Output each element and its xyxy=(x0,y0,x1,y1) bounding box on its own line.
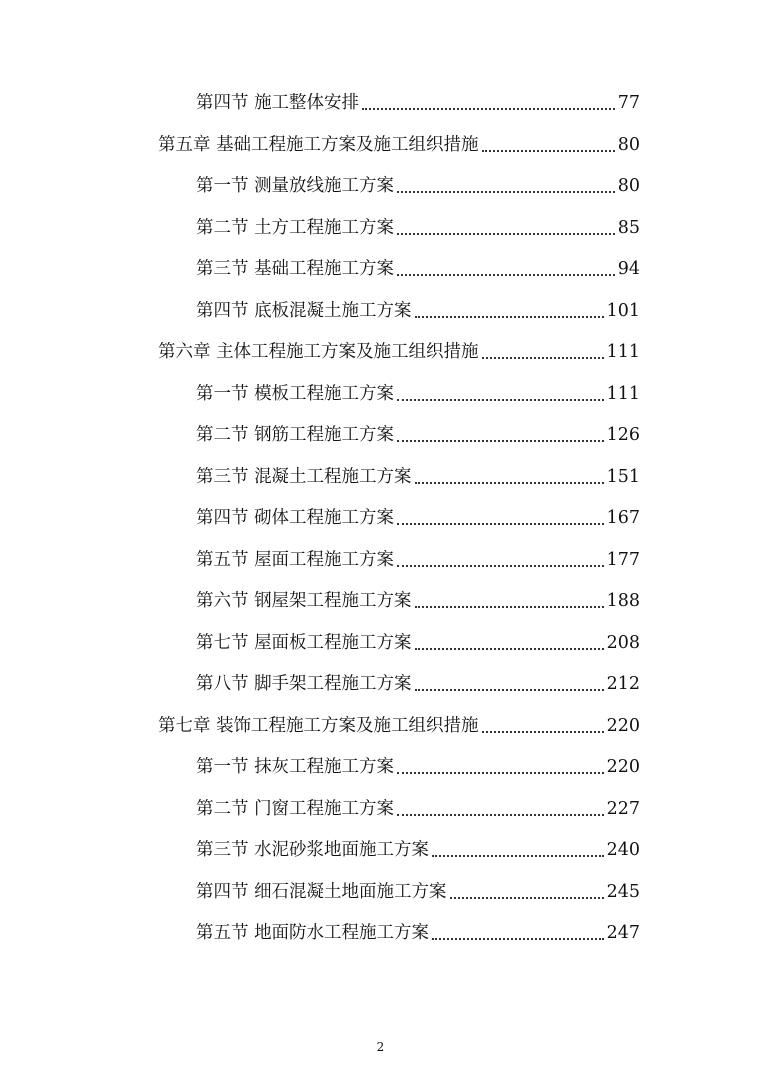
toc-entry-page: 151 xyxy=(606,466,640,487)
dot-leader xyxy=(450,897,604,899)
dot-leader xyxy=(397,772,604,774)
dot-leader xyxy=(397,274,615,276)
toc-entry-section[interactable] xyxy=(196,254,640,284)
toc-entry-section[interactable] xyxy=(196,918,640,948)
toc-entry-title: 第七章 装饰工程施工方案及施工组织措施 xyxy=(158,715,479,736)
dot-leader xyxy=(482,150,615,152)
page-number: 2 xyxy=(376,1040,385,1054)
toc-entry-page: 126 xyxy=(606,425,640,445)
toc-entry-title: 第二节 门窗工程施工方案 xyxy=(196,798,395,819)
toc-entry-page: 94 xyxy=(617,259,640,279)
toc-entry-title: 第六章 主体工程施工方案及施工组织措施 xyxy=(158,342,479,362)
toc-entry-page: 167 xyxy=(606,508,640,528)
toc-entry-page: 188 xyxy=(606,591,640,611)
toc-entry-title: 第一节 抹灰工程施工方案 xyxy=(196,757,395,777)
toc-entry-section[interactable] xyxy=(196,628,640,658)
toc-entry-title: 第五节 屋面工程施工方案 xyxy=(196,549,395,570)
toc-entry-section[interactable] xyxy=(196,752,640,782)
toc-entry-chapter[interactable] xyxy=(158,711,640,741)
toc-entry-section[interactable] xyxy=(196,213,640,243)
toc-entry-section[interactable] xyxy=(196,296,640,326)
dot-leader xyxy=(415,316,604,318)
toc-entry-section[interactable] xyxy=(196,835,640,865)
toc-entry-page: 80 xyxy=(617,134,640,155)
toc-entry-page: 177 xyxy=(606,549,640,570)
toc-entry-section[interactable] xyxy=(196,379,640,409)
dot-leader xyxy=(362,108,615,110)
toc-entry-page: 245 xyxy=(606,881,640,902)
dot-leader xyxy=(482,731,604,733)
toc-entry-page: 227 xyxy=(606,798,640,819)
toc-entry-title: 第二节 土方工程施工方案 xyxy=(196,217,395,238)
toc-entry-title: 第一节 测量放线施工方案 xyxy=(196,176,395,196)
toc-entry-page: 212 xyxy=(606,674,640,694)
dot-leader xyxy=(397,440,604,442)
toc-entry-title: 第二节 钢筋工程施工方案 xyxy=(196,425,395,445)
toc-entry-title: 第五章 基础工程施工方案及施工组织措施 xyxy=(158,134,479,155)
toc-entry-page: 80 xyxy=(617,176,640,196)
dot-leader xyxy=(415,482,604,484)
dot-leader xyxy=(397,814,604,816)
toc-entry-chapter[interactable] xyxy=(158,337,640,367)
dot-leader xyxy=(397,191,615,193)
toc-entry-section[interactable] xyxy=(196,420,640,450)
toc-entry-section[interactable] xyxy=(196,794,640,824)
toc-entry-page: 77 xyxy=(617,93,640,113)
toc-entry-section[interactable] xyxy=(196,88,640,118)
toc-entry-page: 240 xyxy=(606,840,640,860)
toc-entry-title: 第三节 混凝土工程施工方案 xyxy=(196,466,412,487)
toc-entry-page: 111 xyxy=(606,383,640,404)
toc-entry-title: 第六节 钢屋架工程施工方案 xyxy=(196,591,412,611)
toc-entry-title: 第四节 细石混凝土地面施工方案 xyxy=(196,881,447,902)
dot-leader xyxy=(432,938,604,940)
toc-entry-section[interactable] xyxy=(196,877,640,907)
toc-entry-title: 第三节 水泥砂浆地面施工方案 xyxy=(196,840,430,860)
toc-entry-title: 第七节 屋面板工程施工方案 xyxy=(196,632,412,653)
toc-entry-page: 85 xyxy=(617,217,640,238)
toc-entry-chapter[interactable] xyxy=(158,130,640,160)
dot-leader xyxy=(415,689,604,691)
toc-entry-page: 101 xyxy=(606,300,640,321)
dot-leader xyxy=(397,399,604,401)
toc-entry-title: 第四节 底板混凝土施工方案 xyxy=(196,300,412,321)
toc-entry-page: 220 xyxy=(606,757,640,777)
toc-entry-page: 111 xyxy=(606,342,640,362)
dot-leader xyxy=(415,648,604,650)
toc-entry-title: 第三节 基础工程施工方案 xyxy=(196,259,395,279)
dot-leader xyxy=(432,855,604,857)
dot-leader xyxy=(482,357,604,359)
toc-entry-section[interactable] xyxy=(196,669,640,699)
toc-entry-page: 247 xyxy=(606,923,640,943)
toc-entry-page: 208 xyxy=(606,632,640,653)
toc-entry-section[interactable] xyxy=(196,545,640,575)
dot-leader xyxy=(397,523,604,525)
toc-entry-section[interactable] xyxy=(196,503,640,533)
dot-leader xyxy=(415,606,604,608)
toc-entry-title: 第四节 施工整体安排 xyxy=(196,93,360,113)
toc-entry-title: 第一节 模板工程施工方案 xyxy=(196,383,395,404)
toc-entry-section[interactable] xyxy=(196,586,640,616)
toc-entry-section[interactable] xyxy=(196,462,640,492)
dot-leader xyxy=(397,233,615,235)
toc-entry-title: 第四节 砌体工程施工方案 xyxy=(196,508,395,528)
dot-leader xyxy=(397,565,604,567)
toc-entry-section[interactable] xyxy=(196,171,640,201)
toc-entry-title: 第五节 地面防水工程施工方案 xyxy=(196,923,430,943)
toc-entry-page: 220 xyxy=(606,715,640,736)
toc-entry-title: 第八节 脚手架工程施工方案 xyxy=(196,674,412,694)
